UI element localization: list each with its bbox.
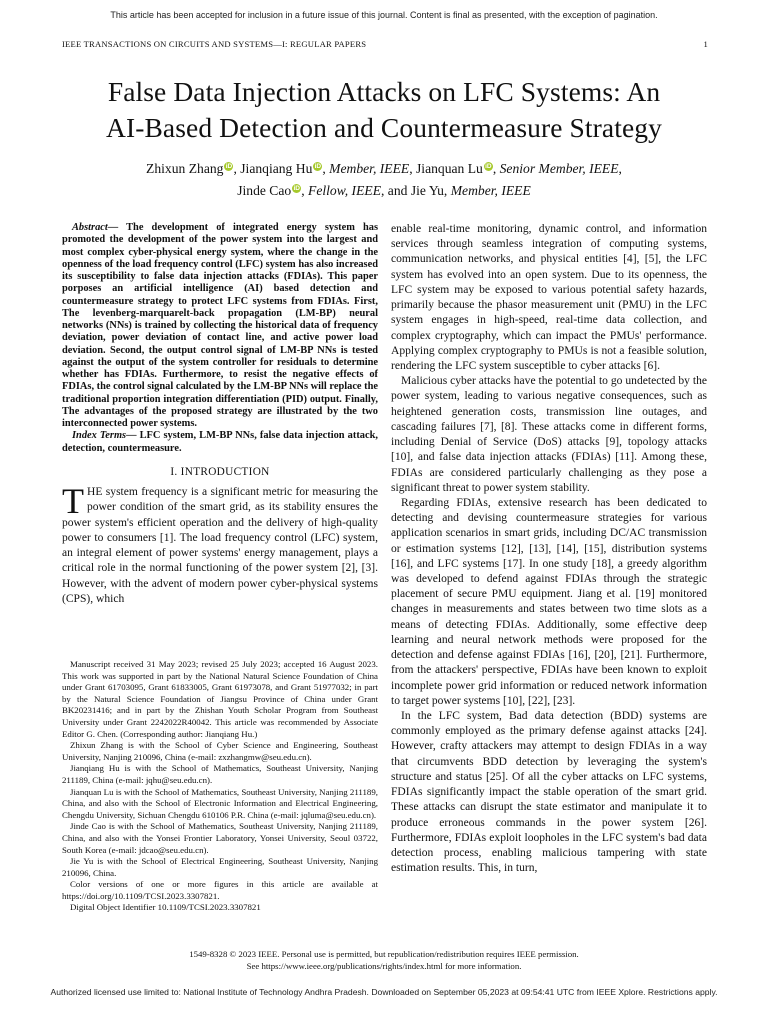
journal-name: IEEE TRANSACTIONS ON CIRCUITS AND SYSTEMS—I: REGULAR PAPERS xyxy=(62,39,367,49)
author-name: Jianquan Lu xyxy=(416,161,483,176)
footnote: Jinde Cao is with the School of Mathematics, Southeast University, Nanjing 211189, China, and also with the Yonsei Frontier Laboratory, Yonsei University, Seoul 03722, South Korea (e-mail: jdcao@seu.edu.cn). xyxy=(62,821,378,855)
orcid-icon[interactable]: iD xyxy=(225,163,233,170)
license-notice: Authorized licensed use limited to: National Institute of Technology Andhra Pradesh. Downloaded on September 05,2023 at 09:54:41 UTC from IEEE Xplore. Restrictions apply. xyxy=(50,987,718,997)
author-list xyxy=(60,158,708,202)
copyright-footer xyxy=(0,948,768,972)
author-name: and Jie Yu, xyxy=(387,183,448,198)
footnote: Digital Object Identifier 10.1109/TCSI.2023.3307821 xyxy=(70,902,261,913)
acceptance-notice: This article has been accepted for inclusion in a future issue of this journal. Content is final as presented, with the exception of pagination. xyxy=(110,10,658,20)
footnotes xyxy=(62,659,378,914)
author-role: Member, IEEE xyxy=(329,161,410,176)
section-heading: I. INTRODUCTION xyxy=(170,465,270,478)
drop-cap: T xyxy=(62,481,84,522)
left-column xyxy=(62,222,378,607)
body-paragraph: enable real-time monitoring, dynamic control, and information services through seamless integration of computing systems, communication networks, and physical entities [4], [5], the LFC system has evolved into an open system. Due to its openness, the LFC system may be exposed to various potential safety hazards, primarily because the phasor measurement unit (PMU) in the LFC system engages in high-speed, real-time data collection, and complex cryptography, which can impact the PMUs' performance. Applying complex cryptography to PMUs is not a feasible solution, rendering the LFC system susceptible to cyber attacks [6]. xyxy=(391,223,707,372)
intro-text: HE system frequency is a significant metric for measuring the power condition of the smart grid, as its stability ensures the power system's efficient operation and the delivery of high-quality power to consumers [1]. The load frequency control (LFC) system, an integral element of power systems' energy management, plays a critical role in the normal functioning of the power system [2], [3]. However, with the advent of modern power cyber-physical systems (CPS), which xyxy=(62,486,378,605)
running-header xyxy=(62,39,708,49)
footnote: Jianqiang Hu is with the School of Mathematics, Southeast University, Nanjing 211189, China (e-mail: jqhu@seu.edu.cn). xyxy=(62,763,378,785)
title-line-1: False Data Injection Attacks on LFC Systems: An xyxy=(107,76,661,107)
rights-link-line[interactable]: See https://www.ieee.org/publications/rights/index.html for more information. xyxy=(246,961,522,971)
title-line-2: AI-Based Detection and Countermeasure Strategy xyxy=(106,112,662,143)
right-column xyxy=(391,222,707,876)
orcid-icon[interactable]: iD xyxy=(314,163,322,170)
author-name: Jianqiang Hu xyxy=(240,161,313,176)
author-role: Fellow, IEEE xyxy=(308,183,381,198)
author-line-1: Zhixun Zhang iD, Jianqiang Hu iD, Member, IEEE, Jianquan Lu iD, Senior Member, IEEE, xyxy=(146,161,622,176)
paper-title xyxy=(40,74,728,146)
author-role: Senior Member, IEEE xyxy=(499,161,619,176)
author-name: Jinde Cao xyxy=(237,183,292,198)
footnote: Jianquan Lu is with the School of Mathematics, Southeast University, Nanjing 211189, China, and also with the School of Electronic Information and Electrical Engineering, Chengdu University, Sichuan Chengdu 610106 P.R. China (e-mail: jqluma@seu.edu.cn). xyxy=(62,786,378,820)
author-line-2: Jinde Cao iD, Fellow, IEEE, and Jie Yu, Member, IEEE xyxy=(237,183,531,198)
abstract xyxy=(62,222,378,430)
page-number: 1 xyxy=(703,39,708,49)
abstract-label: Abstract xyxy=(72,222,108,233)
body-paragraph: Malicious cyber attacks have the potential to go undetected by the power system, leading to various negative consequences, such as heightened generation costs, transmission line outages, and cascading failures [7], [8]. These attacks come in different forms, including Denial of Service (DoS) attacks [9], topology attacks [10], and false data injection attacks (FDIAs) [11]. Among these, FDIAs are considered particularly challenging as they pose a significant threat to power system stability. xyxy=(391,375,707,494)
body-paragraph: Regarding FDIAs, extensive research has been dedicated to detecting and devising countermeasure strategies for various application scenarios in smart grids, including DC/AC transmission or estimation systems [12], [13], [14], [15], distribution systems [16], and LFC systems [17]. In one study [18], a greedy algorithm was developed to defend against FDIAs through the strategic placement of secure PMU equipment. Jiang et al. [19] monitored changes in measurements and states between two time slots as a means of detecting FDIAs. Additionally, some effective deep learning and neural network methods were proposed for the detection and defense against FDIAs [16], [20], [21]. Furthermore, from the attackers' perspective, FDIAs have been known to exploit incomplete power grid information or reduced network information to target power systems [10], [22], [23]. xyxy=(391,496,707,707)
footnote: Zhixun Zhang is with the School of Cyber Science and Engineering, Southeast University, Nanjing 210096, China (e-mail: zxzhangmw@seu.edu.cn). xyxy=(62,740,378,762)
orcid-icon[interactable]: iD xyxy=(485,163,492,170)
footnote: Color versions of one or more figures in this article are available at https://doi.org/10.1109/TCSI.2023.3307821. xyxy=(62,879,378,901)
index-terms-text: — LFC system, LM-BP NNs, false data injection attack, detection, countermeasure. xyxy=(62,430,378,454)
orcid-icon[interactable]: iD xyxy=(293,185,300,192)
index-terms-label: Index Terms xyxy=(72,430,127,442)
abstract-text: — The development of integrated energy system has promoted the development of the power system into the largest and most complex cyber-physical energy system, where the change in the openness of the load frequency control (LFC) system has also increased its susceptibility to false data injection attacks (FDIAs). This paper porposes an artificial intelligence (AI) based detection and countermeasure strategy to protect LFC systems from FDIAs. First, The levenberg-marquarelt-back propagation (LM-BP) neural networks (NNs) is trained by collecting the historical data of frequency deviation, power deviation of contact line, and active power load deviation. Second, the output control signal of LM-BP NNs is tested against the output of the system controller for residuals to determine whether has FDIAs. Furthermore, to resist the negative effects of FDIAs, the control signal calculated by the LM-BP NNs will replace the traditional proportion integration differentiation (PID) output. Finally, The advantages of the proposed strategy are illustrated by the two interconnected power systems. xyxy=(62,222,378,429)
intro-paragraph xyxy=(62,481,378,607)
index-terms xyxy=(62,430,378,455)
footnote: Jie Yu is with the School of Electrical Engineering, Southeast University, Nanjing 210096, China. xyxy=(62,856,378,878)
author-name: Zhixun Zhang xyxy=(146,161,224,176)
author-role: Member, IEEE xyxy=(450,183,531,198)
copyright-line: 1549-8328 © 2023 IEEE. Personal use is permitted, but republication/redistribution requires IEEE permission. xyxy=(189,949,579,959)
footnote: Manuscript received 31 May 2023; revised 25 July 2023; accepted 16 August 2023. This work was supported in part by the National Natural Science Foundation of China under Grant 61703095, Grant 61833005, Grant 61973078, and Grant 51977032; in part by the Natural Science Foundation of Jiangsu Province of China under Grant BK20231416; and in part by the Zhishan Youth Scholar Program from Southeast University under Grant 2242022R40042. This article was recommended by Associate Editor G. Chen. (Corresponding author: Jianqiang Hu.) xyxy=(62,659,378,739)
body-paragraph: In the LFC system, Bad data detection (BDD) systems are commonly employed as the primary defense against attacks [24]. However, crafty attackers may attempt to design FDIAs in a way that circumvents BDD detection by leveraging the system's structure and status [25]. Of all the cyber attacks on LFC systems, FDIAs significantly impact the stable operation of the smart grid. These attacks can disrupt the state estimator and manipulate it to produce erroneous commands in the power system [26]. Furthermore, FDIAs exploit loopholes in the LFC system's bad data detection process, enabling malicious tampering with state estimation results. This, in turn, xyxy=(391,710,707,875)
